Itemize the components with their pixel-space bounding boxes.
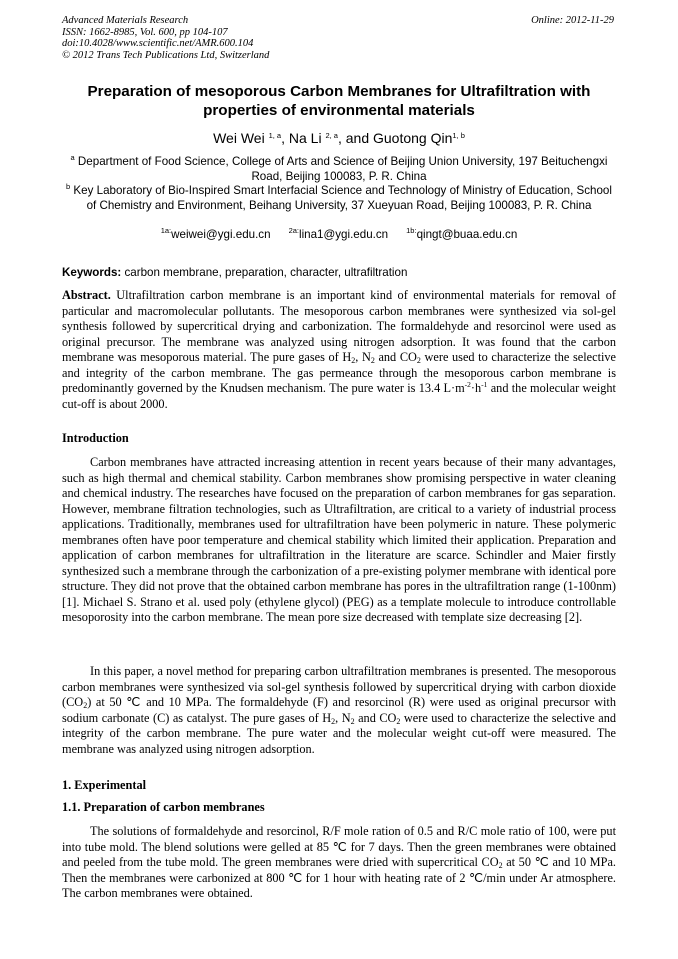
- keywords-label: Keywords:: [62, 266, 122, 279]
- introduction-paragraph: [62, 664, 616, 757]
- email-mark: 1b:: [406, 226, 417, 235]
- abstract-text: and CO: [374, 350, 417, 364]
- abstract-text: were used to characterize the selective and integrity of the carbon membrane. The gas permeance through the mesoporous carbon membrane is predominantly governed by the Knudsen mechanism. The pure water is 13.4 L·m: [62, 350, 617, 395]
- author-affiliation-mark: 2, a: [325, 131, 338, 140]
- subscript: 2: [83, 701, 88, 710]
- affiliation-text: Department of Food Science, College of Arts and Science of Beijing Union University, 197 Beituchengxi Road, Beijing 100083, P. R. China: [74, 155, 608, 183]
- superscript: -2: [464, 380, 471, 389]
- copyright-line: © 2012 Trans Tech Publications Ltd, Switzerland: [62, 49, 270, 61]
- paragraph-text: In this paper, a novel method for preparing carbon ultrafiltration membranes is presented. The mesoporous carbon membranes were synthesized via sol-gel synthesis followed by supercritical drying with carbon dioxide (CO: [62, 664, 616, 709]
- superscript: -1: [481, 380, 488, 389]
- paragraph-text: at 50 ℃ and 10 MPa. Then the membranes were carbonized at 800 ℃ for 1 hour with heating rate of 2 ℃/min under Ar atmosphere. The carbon membranes were obtained.: [62, 855, 616, 900]
- abstract-text: ·h: [470, 381, 482, 395]
- keywords-text: carbon membrane, preparation, character, ultrafiltration: [121, 266, 408, 279]
- introduction-heading: Introduction: [62, 431, 129, 445]
- experimental-paragraph: [62, 824, 616, 902]
- journal-name: Advanced Materials Research: [62, 15, 189, 26]
- author-affiliation-mark: 1, b: [452, 131, 465, 140]
- online-date: Online: 2012-11-29: [531, 15, 614, 26]
- paragraph-text: The solutions of formaldehyde and resorcinol, R/F mole ration of 0.5 and R/C mole ratio of 100, were put into tube mold. The blend solutions were gelled at 85 ℃ for 7 days. Then the green membranes were obtained and peeled from the tube mold. The green membranes were dried with supercritical CO: [62, 824, 616, 869]
- author-name: Guotong Qin: [373, 130, 453, 146]
- abstract-text: and the molecular weight cut-off is about 2000.: [62, 381, 616, 411]
- author-list: [62, 129, 616, 147]
- subscript: 2: [416, 356, 421, 365]
- affiliation-mark: a: [70, 153, 75, 162]
- email-link[interactable]: qingt@buaa.edu.cn: [416, 228, 518, 241]
- subscript: 2: [370, 356, 375, 365]
- issn-line: ISSN: 1662-8985, Vol. 600, pp 104-107: [62, 26, 228, 38]
- affiliation-mark: b: [66, 182, 71, 191]
- keywords: [62, 266, 616, 280]
- affiliation-text: Key Laboratory of Bio-Inspired Smart Interfacial Science and Technology of Ministry of Education, School of Chemistry and Environment, Beihang University, 37 Xueyuan Road, Beijing 100083, P. R. China: [70, 184, 612, 212]
- paragraph-text: ) at 50 ℃ and 10 MPa. The formaldehyde (F) and resorcinol (R) were used as original precursor with sodium carbonate (C) as catalyst. The pure gases of H: [62, 695, 616, 725]
- paragraph-text: and CO: [354, 710, 397, 725]
- section-heading: 1. Experimental: [62, 778, 147, 792]
- abstract: [62, 288, 616, 412]
- email-mark: 2a:: [288, 226, 299, 235]
- subscript: 2: [396, 716, 401, 726]
- email-list: [62, 228, 616, 242]
- abstract-text: Ultrafiltration carbon membrane is an important kind of environmental materials for removal of particular and macromolecular pollutants. The mesoporous carbon membranes were synthesized via sol-gel synthesis followed by supercritical drying and carbonization. The formaldehyde and resorcinol were used as original precursor. The membrane was analyzed using nitrogen adsorption. It was found that the carbon membrane was mesoporous material. The pure gases of H: [62, 288, 616, 364]
- subsection-heading: 1.1. Preparation of carbon membranes: [62, 800, 265, 814]
- doi-line: doi:10.4028/www.scientific.net/AMR.600.104: [62, 38, 254, 49]
- abstract-label: Abstract.: [62, 288, 111, 302]
- journal-header: [62, 15, 269, 61]
- author-name: Wei Wei: [213, 130, 265, 146]
- subscript: 2: [498, 861, 503, 870]
- email-link[interactable]: weiwei@ygi.edu.cn: [171, 228, 271, 241]
- affiliation-b: [62, 184, 616, 213]
- author-affiliation-mark: 1, a: [268, 131, 282, 140]
- subscript: 2: [351, 356, 356, 365]
- paragraph-text: were used to characterize the selective and integrity of the carbon membrane. The pure water and the molecular weight cut-off were measured. The membrane was analyzed using nitrogen adsorption.: [62, 710, 616, 756]
- author-separator: ,: [281, 130, 289, 146]
- introduction-paragraph: Carbon membranes have attracted increasing attention in recent years because of their many advantages, such as high thermal and chemical stability. Carbon membranes show promising perspective in water cleaning and chemical industry. The researches have focused on the preparation of carbon membranes for gas separation. However, membrane filtration technologies, such as Ultrafiltration, are critical to a variety of industrial process applications. Traditionally, membranes used for ultrafiltration have been polymeric in nature. These polymeric membranes often have poor temperature and chemical stability which limited their application. Preparation and application of carbon membranes for ultrafiltration in the literature are scarce. Schindler and Maier firstly synthesized such a membrane through the carbonization of a pre-existing polymer membrane with identical pore structure. They did not prove that the obtained carbon membrane has pores in the ultrafiltration range (1-100nm) [1]. Michael S. Strano et al. used poly (ethylene glycol) (PEG) as a template molecule to introduce controllable mesoporosity into the carbon membrane. The mean pore size decreased with template size decreasing [2].: [62, 455, 616, 624]
- email-mark: 1a:: [160, 226, 172, 235]
- subscript: 2: [350, 716, 355, 726]
- paragraph-text: , N: [335, 710, 351, 725]
- subscript: 2: [331, 716, 336, 726]
- abstract-text: , N: [355, 350, 371, 364]
- paper-title: Preparation of mesoporous Carbon Membranes for Ultrafiltration with properties of environmental materials: [87, 83, 591, 119]
- author-name: Na Li: [288, 130, 322, 146]
- affiliation-a: [62, 155, 616, 184]
- email-link[interactable]: lina1@ygi.edu.cn: [299, 228, 389, 241]
- author-separator: , and: [337, 130, 373, 146]
